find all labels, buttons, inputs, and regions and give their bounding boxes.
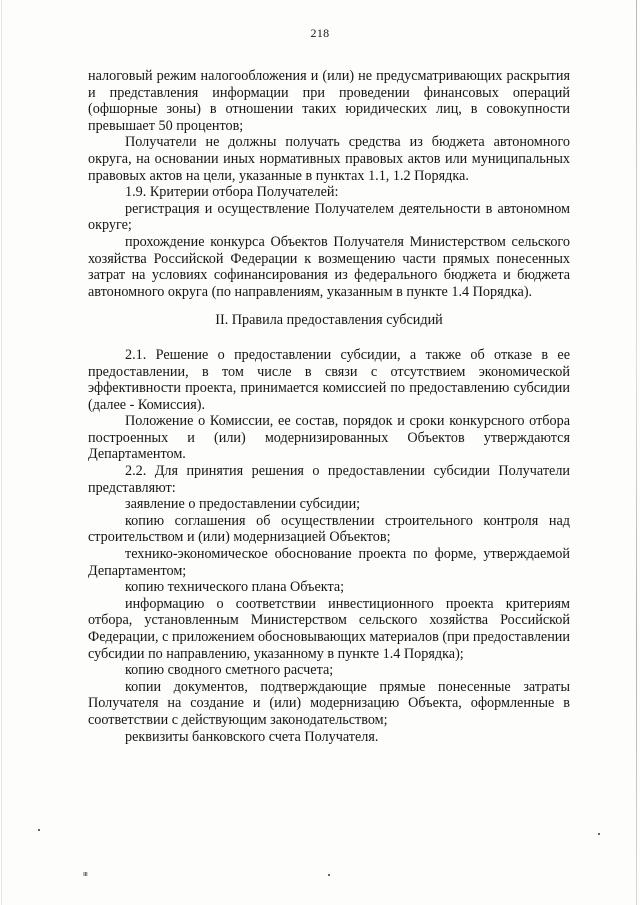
paragraph: 1.9. Критерии отбора Получателей:: [125, 184, 339, 201]
page-number: 218: [310, 26, 330, 40]
paragraph: 2.1. Решение о предоставлении субсидии, а также об отказе в ее предоставлении, в том числе в связи с отсутствием экономической эффективности проекта, принимается комиссией по предоставлению субсидии (далее - Комиссия).: [88, 346, 570, 413]
scan-left-edge: [1, 0, 2, 905]
scan-speck: [598, 833, 600, 835]
list-item: копии документов, подтверждающие прямые понесенные затраты Получателя на создание и (или) модернизацию Объекта, оформленные в соответствии с действующим законодательством;: [88, 678, 570, 728]
list-item: заявление о предоставлении субсидии;: [125, 496, 361, 513]
section-heading: II. Правила предоставления субсидий: [215, 312, 443, 329]
scan-speck: [38, 829, 40, 831]
list-item: копию соглашения об осуществлении строительного контроля над строительством и (или) модернизацией Объектов;: [88, 512, 570, 546]
paragraph: прохождение конкурса Объектов Получателя Министерством сельского хозяйства Российской Федерации к возмещению части прямых понесенных затрат на условиях софинансирования из федерального бюджета и бюджета автономного округа (по направлениям, указанным в пункте 1.4 Порядка).: [88, 233, 570, 300]
paragraph: Положение о Комиссии, ее состав, порядок и сроки конкурсного отбора построенных и (или) модернизированных Объектов утверждаются Департаментом.: [88, 413, 570, 463]
paragraph: 2.2. Для принятия решения о предоставлении субсидии Получатели представляют:: [88, 463, 570, 496]
paragraph: налоговый режим налогообложения и (или) не предусматривающих раскрытия и представления информации при проведении финансовых операций (офшорные зоны) в отношении таких юридических лиц, в совокупности превышает 50 процентов;: [88, 68, 570, 134]
scan-right-edge: [636, 0, 637, 905]
scan-speck: [328, 874, 330, 876]
list-item: информацию о соответствии инвестиционного проекта критериям отбора, установленным Министерством сельского хозяйства Российской Федерации, с приложением обосновывающих материалов (при предоставлении субсидии по направлению, указанному в пункте 1.4 Порядка);: [88, 595, 570, 662]
document-body: [88, 68, 570, 745]
paragraph: регистрация и осуществление Получателем деятельности в автономном округе;: [88, 200, 570, 234]
list-item: копию технического плана Объекта;: [125, 579, 345, 596]
scan-mark: ııı: [83, 870, 88, 878]
list-item: реквизиты банковского счета Получателя.: [125, 728, 379, 745]
list-item: технико-экономическое обоснование проекта по форме, утверждаемой Департаментом;: [88, 546, 570, 579]
paragraph: Получатели не должны получать средства из бюджета автономного округа, на основании иных нормативных правовых актов или муниципальных правовых актов на цели, указанные в пунктах 1.1, 1.2 Порядка.: [88, 134, 570, 184]
list-item: копию сводного сметного расчета;: [125, 662, 334, 679]
